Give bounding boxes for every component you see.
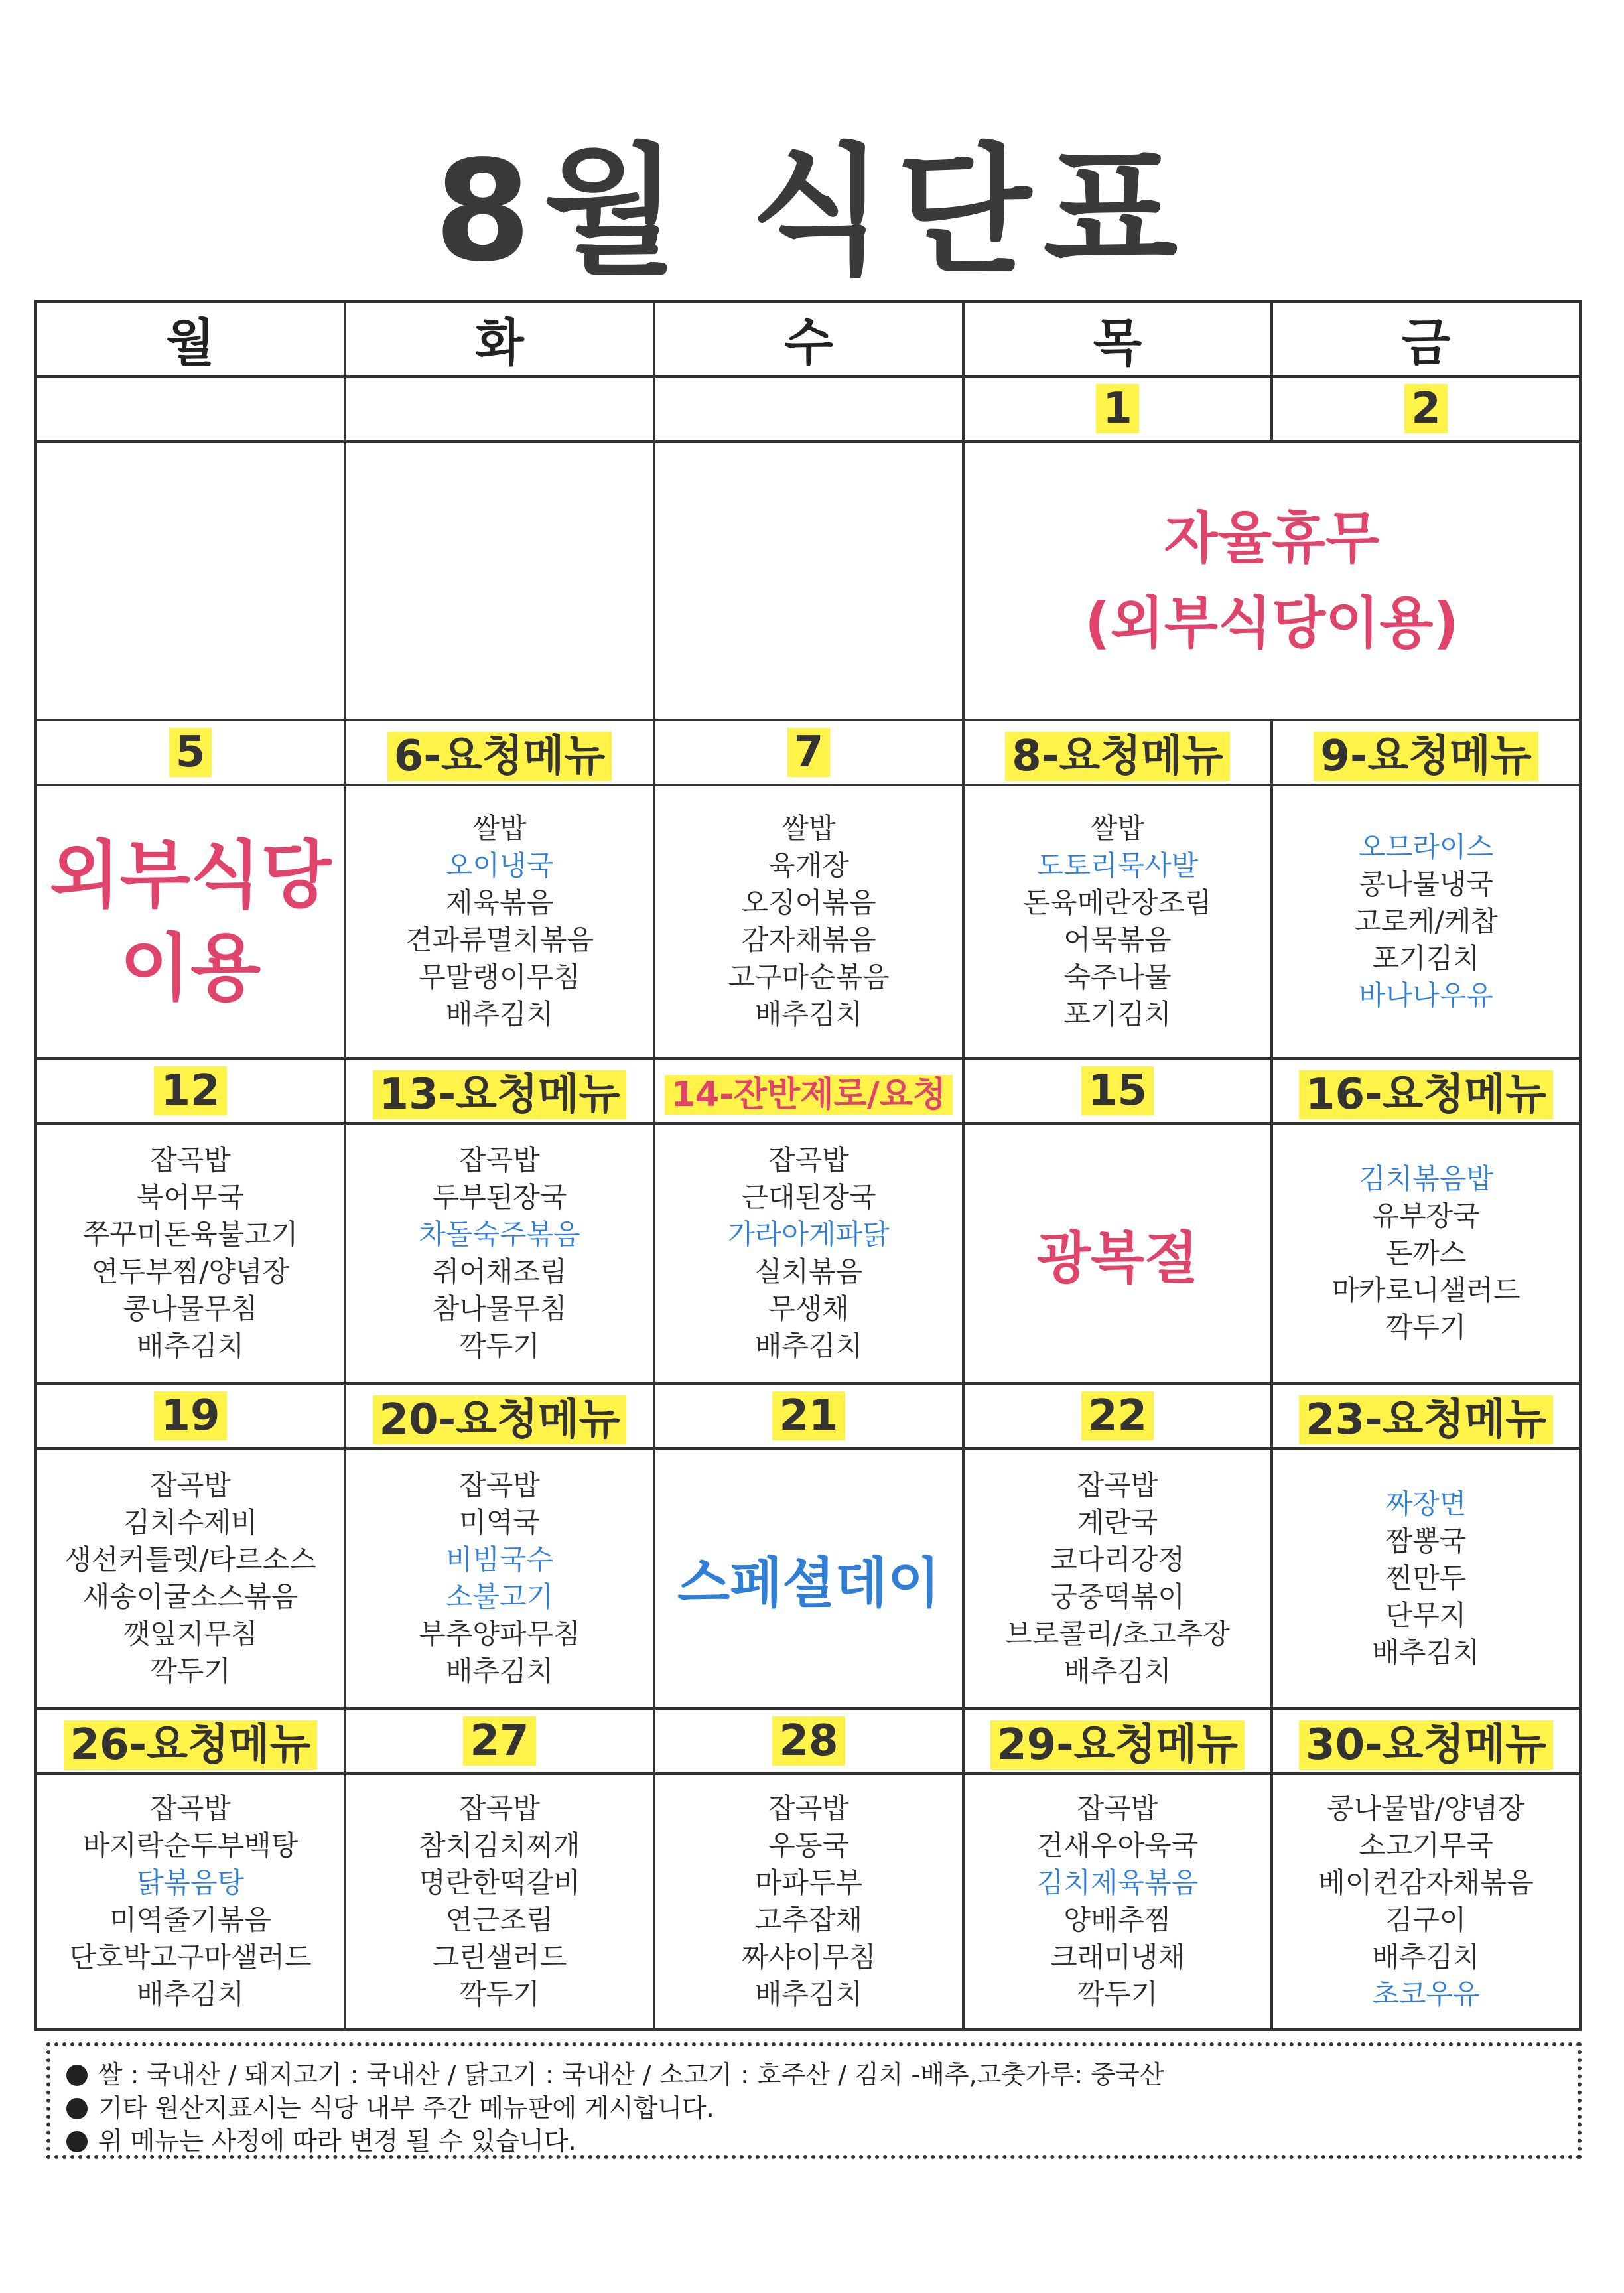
menu-item: 쌀밥 <box>1090 812 1145 845</box>
date-label: 12 <box>154 1066 226 1115</box>
menu-cell <box>345 1448 654 1708</box>
date-cell <box>1272 720 1580 785</box>
date-label: 5 <box>169 728 212 777</box>
menu-item: 제육볶음 <box>445 886 554 919</box>
menu-item: 배추김치 <box>445 1655 554 1687</box>
menu-item: 고로케/케찹 <box>1353 905 1498 938</box>
menu-item: 단무지 <box>1385 1599 1467 1632</box>
menu-item: 무말랭이무침 <box>419 961 580 993</box>
menu-item: 두부된장국 <box>432 1181 567 1214</box>
menu-item: 바나나우유 <box>1359 979 1493 1012</box>
menu-cell <box>345 785 654 1058</box>
menu-item: 소고기무국 <box>1359 1829 1493 1862</box>
menu-item: 우동국 <box>768 1829 849 1862</box>
date-cell <box>654 376 963 441</box>
date-label: 22 <box>1081 1391 1154 1440</box>
menu-item: 쌀밥 <box>472 812 527 845</box>
menu-item: 잡곡밥 <box>459 1792 540 1825</box>
date-cell <box>36 376 345 441</box>
weekday-header: 금 <box>1272 301 1580 376</box>
menu-item: 생선커틀렛/타르소스 <box>64 1543 316 1576</box>
menu-item: 돈까스 <box>1385 1237 1467 1269</box>
date-label: 6-요청메뉴 <box>387 732 612 781</box>
menu-item: 건새우아욱국 <box>1036 1829 1199 1862</box>
notice-line: 외부식당 <box>49 833 332 918</box>
menu-item: 초코우유 <box>1372 1978 1480 2010</box>
menu-item: 찐만두 <box>1385 1562 1467 1594</box>
menu-cell <box>654 785 963 1058</box>
date-cell <box>36 720 345 785</box>
menu-item: 배추김치 <box>1372 1636 1480 1669</box>
note-line <box>66 2058 1562 2091</box>
menu-item: 실치볶음 <box>754 1255 863 1288</box>
menu-item: 쌀밥 <box>781 812 836 845</box>
menu-item: 포기김치 <box>1372 942 1480 975</box>
menu-item: 포기김치 <box>1063 998 1172 1030</box>
menu-cell <box>963 1448 1272 1708</box>
bullet-icon <box>66 2065 88 2086</box>
note-text: 기타 원산지표시는 식당 내부 주간 메뉴판에 게시합니다. <box>98 2093 714 2122</box>
menu-item: 부추양파무침 <box>419 1618 580 1650</box>
weekday-header: 월 <box>36 301 345 376</box>
menu-item: 돈육메란장조림 <box>1023 886 1212 919</box>
menu-item: 북어무국 <box>136 1181 245 1214</box>
menu-item: 콩나물냉국 <box>1359 868 1493 900</box>
date-label: 13-요청메뉴 <box>373 1070 627 1119</box>
menu-cell <box>1272 1123 1580 1383</box>
menu-item: 코다리강정 <box>1050 1543 1185 1576</box>
date-label: 27 <box>463 1716 535 1766</box>
menu-item: 짜장면 <box>1385 1488 1467 1520</box>
notice-line: 자율휴무 <box>1164 506 1380 571</box>
date-cell <box>345 376 654 441</box>
date-label: 2 <box>1404 384 1448 433</box>
menu-item: 마파두부 <box>754 1866 863 1899</box>
menu-item: 고구마순볶음 <box>728 961 890 993</box>
closure-notice <box>963 441 1580 720</box>
date-cell <box>345 1708 654 1773</box>
menu-item: 연근조림 <box>445 1904 554 1936</box>
menu-item: 배추김치 <box>754 1978 863 2010</box>
menu-cell <box>963 1773 1272 2030</box>
menu-item: 짬뽕국 <box>1385 1525 1467 1557</box>
menu-item: 배추김치 <box>1063 1655 1172 1687</box>
date-cell <box>963 376 1272 441</box>
date-label: 9-요청메뉴 <box>1314 732 1538 781</box>
menu-item: 깍두기 <box>459 1978 540 2010</box>
date-label: 16-요청메뉴 <box>1299 1070 1553 1119</box>
menu-item: 잡곡밥 <box>1077 1469 1158 1501</box>
menu-cell <box>1272 1448 1580 1708</box>
menu-item: 단호박고구마샐러드 <box>69 1941 312 1973</box>
menu-item: 고추잡채 <box>754 1904 863 1936</box>
menu-item: 김치수제비 <box>123 1506 258 1539</box>
menu-item: 참치김치찌개 <box>419 1829 580 1862</box>
note-text: 쌀 : 국내산 / 돼지고기 : 국내산 / 닭고기 : 국내산 / 소고기 : 호주산 / 김치 -배추,고춧가루: 중국산 <box>98 2060 1164 2089</box>
date-cell <box>963 1708 1272 1773</box>
menu-item: 배추김치 <box>136 1978 245 2010</box>
weekday-header: 목 <box>963 301 1272 376</box>
menu-item: 미역국 <box>459 1506 540 1539</box>
menu-item: 오므라이스 <box>1359 831 1493 863</box>
date-label: 1 <box>1096 384 1139 433</box>
menu-item: 계란국 <box>1077 1506 1158 1539</box>
menu-item: 배추김치 <box>445 998 554 1030</box>
menu-item: 쥐어채조림 <box>432 1255 567 1288</box>
menu-item: 오이냉국 <box>445 849 554 882</box>
menu-item: 바지락순두부백탕 <box>82 1829 299 1862</box>
menu-item: 쭈꾸미돈육불고기 <box>82 1218 299 1251</box>
special-day-cell <box>654 1448 963 1708</box>
menu-item: 깍두기 <box>1077 1978 1158 2010</box>
notes-box <box>46 2042 1582 2159</box>
date-label: 23-요청메뉴 <box>1299 1395 1553 1444</box>
menu-cell <box>654 1123 963 1383</box>
note-line <box>66 2124 1562 2158</box>
date-label: 30-요청메뉴 <box>1299 1720 1553 1770</box>
date-cell <box>1272 1708 1580 1773</box>
date-cell <box>654 1383 963 1448</box>
date-cell <box>36 1058 345 1123</box>
menu-item: 김치볶음밥 <box>1359 1162 1493 1195</box>
bullet-icon <box>66 2131 88 2152</box>
date-cell <box>654 1708 963 1773</box>
menu-item: 비빔국수 <box>445 1543 554 1576</box>
menu-item: 콩나물무침 <box>123 1292 258 1325</box>
date-cell <box>36 1708 345 1773</box>
menu-item: 짜샤이무침 <box>741 1941 876 1973</box>
menu-item: 참나물무침 <box>432 1292 567 1325</box>
menu-item: 육개장 <box>768 849 849 882</box>
date-cell <box>654 1058 963 1123</box>
date-label: 15 <box>1081 1066 1154 1115</box>
menu-item: 감자채볶음 <box>741 924 876 956</box>
menu-item: 김구이 <box>1385 1904 1467 1936</box>
menu-item: 브로콜리/초고추장 <box>1005 1618 1230 1650</box>
date-label: 8-요청메뉴 <box>1005 732 1229 781</box>
menu-item: 깍두기 <box>459 1330 540 1362</box>
notice-line: 이용 <box>119 926 261 1010</box>
date-label: 14-잔반제로/요청 <box>665 1075 953 1115</box>
date-label: 19 <box>154 1391 226 1440</box>
menu-cell <box>963 785 1272 1058</box>
menu-item: 오징어볶음 <box>741 886 876 919</box>
menu-item: 깻잎지무침 <box>123 1618 258 1650</box>
holiday-label: 광복절 <box>1036 1225 1199 1290</box>
menu-cell <box>654 1773 963 2030</box>
closure-notice <box>36 785 345 1058</box>
date-cell <box>963 1058 1272 1123</box>
weekday-header: 수 <box>654 301 963 376</box>
holiday-cell <box>963 1123 1272 1383</box>
date-cell <box>963 720 1272 785</box>
date-cell <box>345 1058 654 1123</box>
date-cell <box>1272 1058 1580 1123</box>
menu-item: 잡곡밥 <box>1077 1792 1158 1825</box>
menu-item: 미역줄기볶음 <box>109 1904 271 1936</box>
date-label: 26-요청메뉴 <box>64 1720 318 1770</box>
menu-item: 무생채 <box>768 1292 849 1325</box>
menu-cell <box>36 441 345 720</box>
date-label: 7 <box>787 728 831 777</box>
menu-item: 배추김치 <box>1372 1941 1480 1973</box>
notice-line: (외부식당이용) <box>1085 591 1459 656</box>
menu-item: 양배추찜 <box>1063 1904 1172 1936</box>
menu-item: 콩나물밥/양념장 <box>1327 1792 1525 1825</box>
menu-item: 배추김치 <box>754 998 863 1030</box>
date-label: 20-요청메뉴 <box>373 1395 627 1444</box>
menu-item: 견과류멸치볶음 <box>405 924 594 956</box>
menu-cell <box>1272 1773 1580 2030</box>
menu-calendar <box>34 300 1582 2031</box>
date-cell <box>345 1383 654 1448</box>
note-text: 위 메뉴는 사정에 따라 변경 될 수 있습니다. <box>98 2126 576 2156</box>
menu-item: 차돌숙주볶음 <box>419 1218 580 1251</box>
menu-item: 가라아게파닭 <box>728 1218 890 1251</box>
menu-cell <box>36 1773 345 2030</box>
weekday-header: 화 <box>345 301 654 376</box>
date-cell <box>654 720 963 785</box>
menu-item: 근대된장국 <box>741 1181 876 1214</box>
date-cell <box>1272 376 1580 441</box>
date-label: 29-요청메뉴 <box>990 1720 1245 1770</box>
date-label: 21 <box>772 1391 845 1440</box>
menu-cell <box>345 441 654 720</box>
menu-item: 도토리묵사발 <box>1036 849 1199 882</box>
bullet-icon <box>66 2098 88 2119</box>
date-cell <box>345 720 654 785</box>
menu-cell <box>345 1773 654 2030</box>
menu-item: 깍두기 <box>1385 1311 1467 1344</box>
menu-item: 배추김치 <box>754 1330 863 1362</box>
menu-item: 김치제육볶음 <box>1036 1866 1199 1899</box>
menu-item: 숙주나물 <box>1063 961 1172 993</box>
menu-item: 소불고기 <box>445 1580 554 1613</box>
page-title: 8월 식단표 <box>434 130 1190 293</box>
note-line <box>66 2091 1562 2124</box>
menu-item: 어묵볶음 <box>1063 924 1172 956</box>
menu-cell <box>1272 785 1580 1058</box>
menu-item: 잡곡밥 <box>459 1144 540 1176</box>
menu-item: 크래미냉채 <box>1050 1941 1185 1973</box>
menu-item: 잡곡밥 <box>459 1469 540 1501</box>
menu-item: 닭볶음탕 <box>136 1866 245 1899</box>
date-label: 28 <box>772 1716 845 1766</box>
menu-item: 마카로니샐러드 <box>1331 1274 1521 1306</box>
special-day-label: 스페셜데이 <box>677 1551 941 1615</box>
menu-item: 잡곡밥 <box>150 1469 231 1501</box>
menu-item: 잡곡밥 <box>150 1144 231 1176</box>
date-cell <box>36 1383 345 1448</box>
menu-item: 잡곡밥 <box>150 1792 231 1825</box>
menu-cell <box>654 441 963 720</box>
date-cell <box>963 1383 1272 1448</box>
menu-item: 유부장국 <box>1372 1200 1480 1232</box>
menu-cell <box>36 1448 345 1708</box>
menu-item: 깍두기 <box>150 1655 231 1687</box>
menu-item: 연두부찜/양념장 <box>91 1255 290 1288</box>
menu-item: 잡곡밥 <box>768 1792 849 1825</box>
menu-item: 베이컨감자채볶음 <box>1318 1866 1534 1899</box>
menu-item: 배추김치 <box>136 1330 245 1362</box>
menu-item: 그린샐러드 <box>432 1941 567 1973</box>
menu-item: 잡곡밥 <box>768 1144 849 1176</box>
menu-item: 명란한떡갈비 <box>419 1866 580 1899</box>
menu-cell <box>36 1123 345 1383</box>
menu-item: 궁중떡볶이 <box>1050 1580 1185 1613</box>
menu-item: 새송이굴소스볶음 <box>82 1580 299 1613</box>
menu-cell <box>345 1123 654 1383</box>
date-cell <box>1272 1383 1580 1448</box>
